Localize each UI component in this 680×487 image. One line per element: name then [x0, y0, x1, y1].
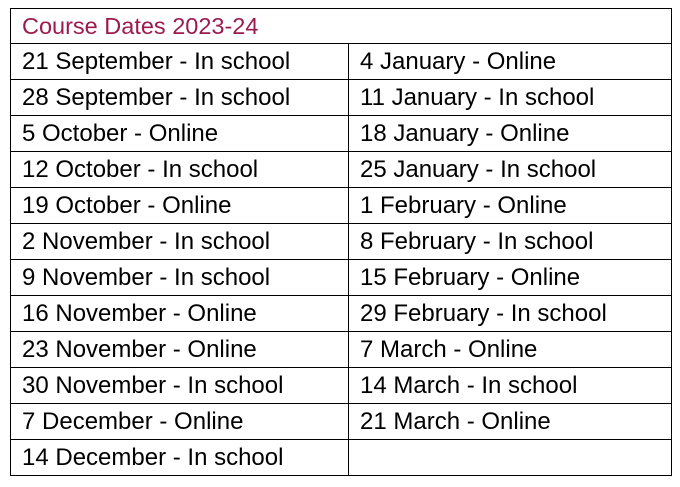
- date-cell-autumn: 19 October - Online: [11, 188, 349, 224]
- date-cell-spring: 8 February - In school: [349, 224, 672, 260]
- date-cell-spring: 18 January - Online: [349, 116, 672, 152]
- date-cell-autumn: 5 October - Online: [11, 116, 349, 152]
- date-cell-autumn: 23 November - Online: [11, 332, 349, 368]
- table-row: [11, 116, 672, 152]
- date-cell-autumn: 12 October - In school: [11, 152, 349, 188]
- date-cell-spring: 29 February - In school: [349, 296, 672, 332]
- date-cell-spring: [349, 440, 672, 476]
- table-row: [11, 440, 672, 476]
- date-cell-autumn: 7 December - Online: [11, 404, 349, 440]
- table-title: Course Dates 2023-24: [11, 9, 672, 44]
- date-cell-autumn: 2 November - In school: [11, 224, 349, 260]
- table-row: [11, 404, 672, 440]
- date-cell-spring: 15 February - Online: [349, 260, 672, 296]
- date-cell-autumn: 21 September - In school: [11, 44, 349, 80]
- date-cell-autumn: 30 November - In school: [11, 368, 349, 404]
- date-cell-autumn: 9 November - In school: [11, 260, 349, 296]
- table-row: [11, 80, 672, 116]
- table-row: [11, 152, 672, 188]
- table-row: [11, 332, 672, 368]
- title-row: [11, 9, 672, 44]
- table-body: [11, 9, 672, 476]
- date-cell-spring: 25 January - In school: [349, 152, 672, 188]
- date-cell-spring: 4 January - Online: [349, 44, 672, 80]
- table-row: [11, 260, 672, 296]
- date-cell-spring: 21 March - Online: [349, 404, 672, 440]
- date-cell-spring: 1 February - Online: [349, 188, 672, 224]
- table-row: [11, 368, 672, 404]
- date-cell-spring: 14 March - In school: [349, 368, 672, 404]
- date-cell-autumn: 16 November - Online: [11, 296, 349, 332]
- date-cell-spring: 11 January - In school: [349, 80, 672, 116]
- date-cell-autumn: 14 December - In school: [11, 440, 349, 476]
- table-row: [11, 296, 672, 332]
- table-row: [11, 224, 672, 260]
- date-cell-autumn: 28 September - In school: [11, 80, 349, 116]
- date-cell-spring: 7 March - Online: [349, 332, 672, 368]
- course-dates-table: [10, 8, 672, 476]
- table-row: [11, 44, 672, 80]
- table-row: [11, 188, 672, 224]
